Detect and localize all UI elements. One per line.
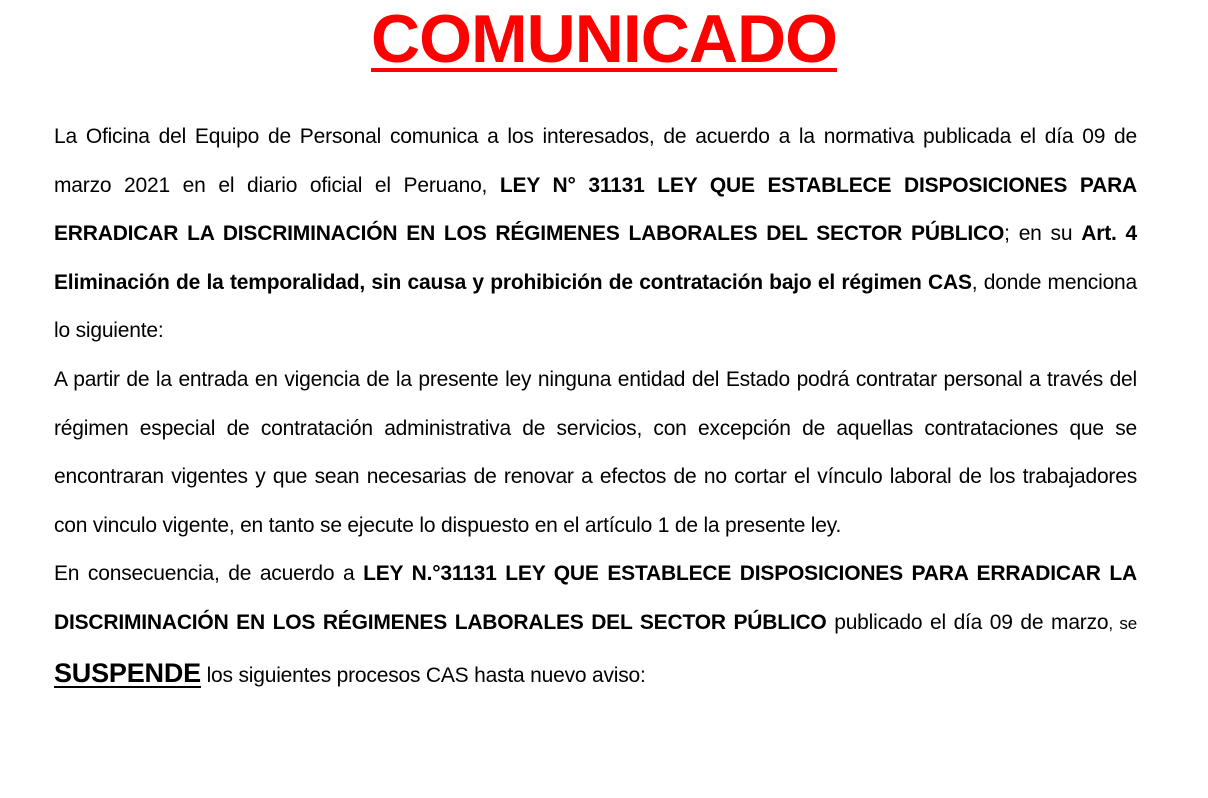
intro-text: La Oficina del Equipo de Personal comunica a los interesados, de acuerdo a la normativa publicada el día 09 de marzo 2021 en el diario oficial el Peruano, xyxy=(54,125,1137,197)
intro-connector: ; en su xyxy=(1004,222,1082,246)
conclusion-text: En consecuencia, de acuerdo a xyxy=(54,562,364,586)
intro-ending: , donde menciona lo siguiente: xyxy=(54,270,1138,343)
conclusion-ending: los siguientes procesos CAS hasta nuevo aviso: xyxy=(200,663,646,687)
page-title: COMUNICADO xyxy=(371,1,837,77)
document-body xyxy=(54,113,1137,700)
intro-paragraph xyxy=(54,113,1137,356)
document-header xyxy=(0,0,1208,78)
suspende-emphasis: SUSPENDE xyxy=(54,657,201,688)
quoted-article-paragraph: A partir de la entrada en vigencia de la presente ley ninguna entidad del Estado podrá contratar personal a través del régimen especial de contratación administrativa de servicios, con excepción de aquellas contrataciones que se encontraran vigentes y que sean necesarias de renovar a efectos de no cortar el vínculo laboral de los trabajadores con vinculo vigente, en tanto se ejecute lo dispuesto en el artículo 1 de la presente ley. xyxy=(54,367,1137,537)
conclusion-date-text: publicado el día 09 de marzo xyxy=(826,610,1109,634)
conclusion-paragraph xyxy=(54,550,1137,700)
conclusion-connector: , se xyxy=(1108,613,1137,633)
law-reference: LEY N° 31131 LEY QUE ESTABLECE DISPOSICIONES PARA ERRADICAR LA DISCRIMINACIÓN EN LOS RÉGIMENES LABORALES DEL SECTOR PÚBLICO xyxy=(54,173,1137,246)
article-reference: Art. 4 Eliminación de la temporalidad, sin causa y prohibición de contratación bajo el régimen CAS xyxy=(54,222,1137,294)
law-reference-2: LEY N.°31131 LEY QUE ESTABLECE DISPOSICIONES PARA ERRADICAR LA DISCRIMINACIÓN EN LOS RÉGIMENES LABORALES DEL SECTOR PÚBLICO xyxy=(54,562,1137,634)
